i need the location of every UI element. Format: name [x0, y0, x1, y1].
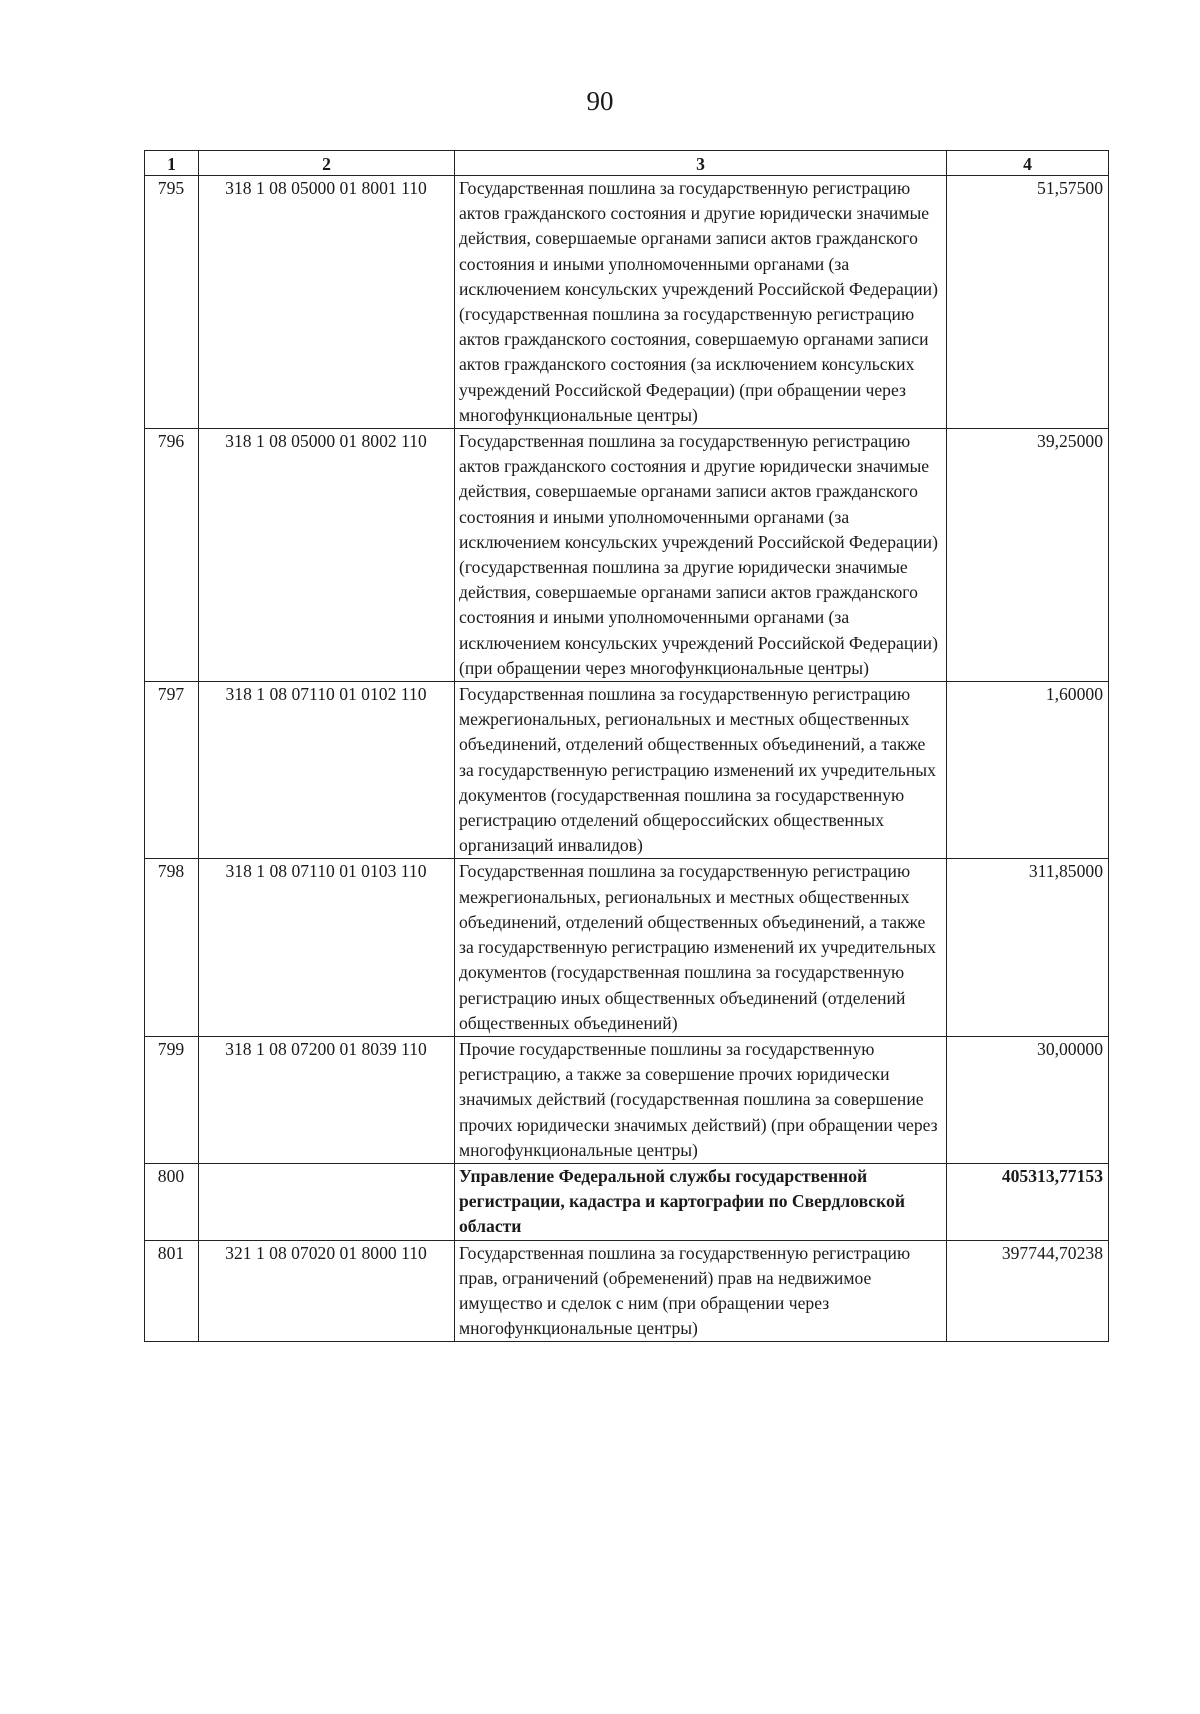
amount: 311,85000 — [947, 859, 1109, 1036]
table-body — [145, 176, 1109, 1342]
table-row — [145, 1240, 1109, 1342]
revenue-description: Государственная пошлина за государственную регистрацию межрегиональных, региональных и местных общественных объединений, отделений общественных объединений, а также за государственную регистрацию изменений их учредительных документов (государственная пошлина за государственную регистрацию иных общественных объединений (отделений общественных объединений) — [455, 859, 947, 1036]
row-number: 798 — [145, 859, 199, 1036]
table-row — [145, 1036, 1109, 1163]
row-number: 795 — [145, 176, 199, 429]
table-row — [145, 176, 1109, 429]
revenue-description: Прочие государственные пошлины за государственную регистрацию, а также за совершение прочих юридически значимых действий (государственная пошлина за совершение прочих юридически значимых действий) (при обращении через многофункциональные центры) — [455, 1036, 947, 1163]
amount: 397744,70238 — [947, 1240, 1109, 1342]
amount: 405313,77153 — [947, 1163, 1109, 1240]
row-number: 801 — [145, 1240, 199, 1342]
table-header-row — [145, 151, 1109, 176]
classification-code — [199, 1163, 455, 1240]
classification-code: 318 1 08 07200 01 8039 110 — [199, 1036, 455, 1163]
amount: 30,00000 — [947, 1036, 1109, 1163]
classification-code: 318 1 08 07110 01 0102 110 — [199, 682, 455, 859]
table-row — [145, 859, 1109, 1036]
classification-code: 318 1 08 05000 01 8002 110 — [199, 429, 455, 682]
amount: 51,57500 — [947, 176, 1109, 429]
table-row — [145, 429, 1109, 682]
header-col-4: 4 — [947, 151, 1109, 176]
revenue-description: Управление Федеральной службы государственной регистрации, кадастра и картографии по Свердловской области — [455, 1163, 947, 1240]
row-number: 799 — [145, 1036, 199, 1163]
revenue-description: Государственная пошлина за государственную регистрацию актов гражданского состояния и другие юридически значимые действия, совершаемые органами записи актов гражданского состояния и иными уполномоченными органами (за исключением консульских учреждений Российской Федерации) (государственная пошлина за другие юридически значимые действия, совершаемые органами записи актов гражданского состояния и иными уполномоченными органами (за исключением консульских учреждений Российской Федерации) (при обращении через многофункциональные центры) — [455, 429, 947, 682]
table-row — [145, 682, 1109, 859]
header-col-1: 1 — [145, 151, 199, 176]
row-number: 796 — [145, 429, 199, 682]
classification-code: 321 1 08 07020 01 8000 110 — [199, 1240, 455, 1342]
budget-revenue-table — [144, 150, 1109, 1342]
header-col-3: 3 — [455, 151, 947, 176]
revenue-description: Государственная пошлина за государственную регистрацию межрегиональных, региональных и местных общественных объединений, отделений общественных объединений, а также за государственную регистрацию изменений их учредительных документов (государственная пошлина за государственную регистрацию отделений общероссийских общественных организаций инвалидов) — [455, 682, 947, 859]
amount: 39,25000 — [947, 429, 1109, 682]
table-row — [145, 1163, 1109, 1240]
classification-code: 318 1 08 05000 01 8001 110 — [199, 176, 455, 429]
page-number: 90 — [586, 86, 614, 116]
row-number: 797 — [145, 682, 199, 859]
amount: 1,60000 — [947, 682, 1109, 859]
row-number: 800 — [145, 1163, 199, 1240]
revenue-description: Государственная пошлина за государственную регистрацию прав, ограничений (обременений) прав на недвижимое имущество и сделок с ним (при обращении через многофункциональные центры) — [455, 1240, 947, 1342]
header-col-2: 2 — [199, 151, 455, 176]
classification-code: 318 1 08 07110 01 0103 110 — [199, 859, 455, 1036]
revenue-description: Государственная пошлина за государственную регистрацию актов гражданского состояния и другие юридически значимые действия, совершаемые органами записи актов гражданского состояния и иными уполномоченными органами (за исключением консульских учреждений Российской Федерации) (государственная пошлина за государственную регистрацию актов гражданского состояния, совершаемую органами записи актов гражданского состояния (за исключением консульских учреждений Российской Федерации) (при обращении через многофункциональные центры) — [455, 176, 947, 429]
